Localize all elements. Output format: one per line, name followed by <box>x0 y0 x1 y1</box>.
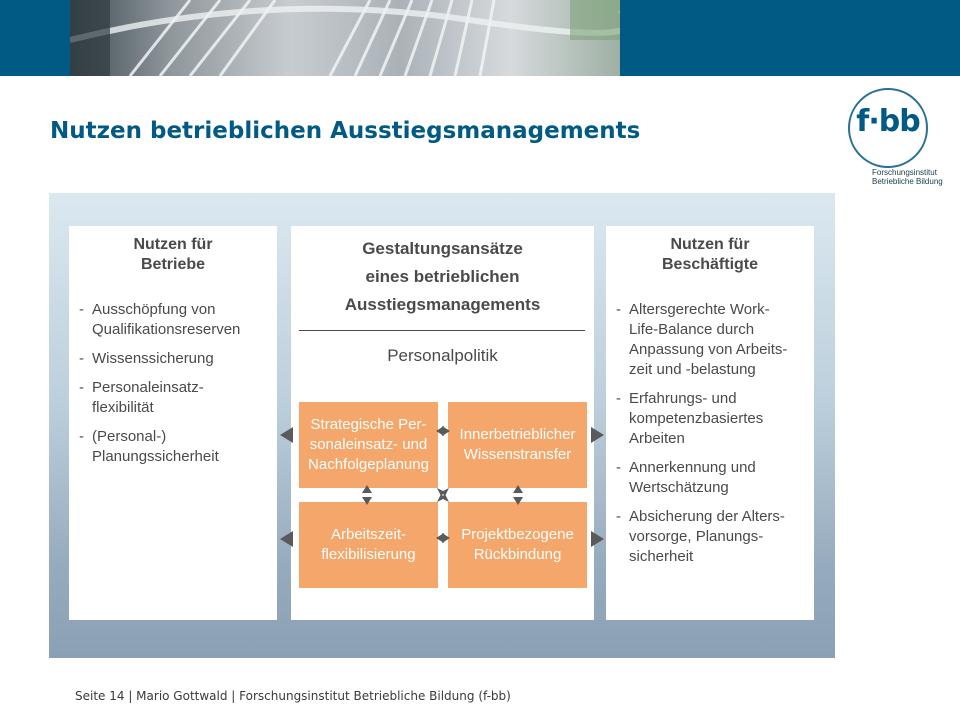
list-item: - Annerkennung und Wertschätzung <box>616 458 814 498</box>
fbb-logo <box>848 88 948 188</box>
logo-line-1: Forschungsinstitut <box>872 168 937 177</box>
list-item: - Erfahrungs- und kompetenzbasiertes Arbeiten <box>616 389 814 449</box>
list-item: - (Personal-) Planungssicherheit <box>79 427 277 467</box>
panel-heading-approaches: Gestaltungsansätze eines betrieblichen Ausstiegsmanagements <box>344 239 541 314</box>
list-item: - Wissenssicherung <box>79 349 277 369</box>
list-item: - Altersgerechte Work- Life-Balance durch Anpassung von Arbeits- zeit und -belastung <box>616 300 814 380</box>
arrow-down-left-icon <box>362 497 372 505</box>
list-item: - Personaleinsatz- flexibilität <box>79 378 277 418</box>
arrow-up-left-icon <box>362 485 372 493</box>
arrow-right-mid-top-icon <box>442 426 450 436</box>
arrow-right-top-icon <box>591 427 604 443</box>
connector-arrows <box>49 193 835 658</box>
box-project-retention: Projektbezogene Rückbindung <box>448 502 587 588</box>
arrow-up-right-icon <box>513 485 523 493</box>
personnel-policy-label: Personalpolitik <box>387 346 498 365</box>
arrow-right-bottom-icon <box>591 531 604 547</box>
arrow-left-top-icon <box>280 427 293 443</box>
logo-line-2: Betriebliche Bildung <box>872 177 943 186</box>
benefits-diagram <box>49 193 835 658</box>
arrow-down-right-icon <box>513 497 523 505</box>
arrow-left-bottom-icon <box>280 531 293 547</box>
list-item: - Ausschöpfung von Qualifikationsreserven <box>79 300 277 340</box>
box-knowledge-transfer: Innerbetrieblicher Wissenstransfer <box>448 402 587 488</box>
panel-heading-employees: Nutzen für Beschäftigte <box>661 236 759 273</box>
panel-heading-companies: Nutzen für Betriebe <box>133 236 213 273</box>
arrow-right-mid-bottom-icon <box>442 533 450 543</box>
box-strategic-planning: Strategische Per- sonaleinsatz- und Nachfolgeplanung <box>299 402 438 488</box>
list-item: - Absicherung der Alters- vorsorge, Planungs- sicherheit <box>616 507 814 567</box>
slide-title: Nutzen betrieblichen Ausstiegsmanagements <box>50 118 641 144</box>
logo-mark: f·bb <box>856 104 920 139</box>
box-worktime-flexibility: Arbeitszeit- flexibilisierung <box>299 502 438 588</box>
slide-footer: Seite 14 | Mario Gottwald | Forschungsinstitut Betriebliche Bildung (f-bb) <box>75 689 511 703</box>
header-photo-staircase <box>70 0 620 76</box>
